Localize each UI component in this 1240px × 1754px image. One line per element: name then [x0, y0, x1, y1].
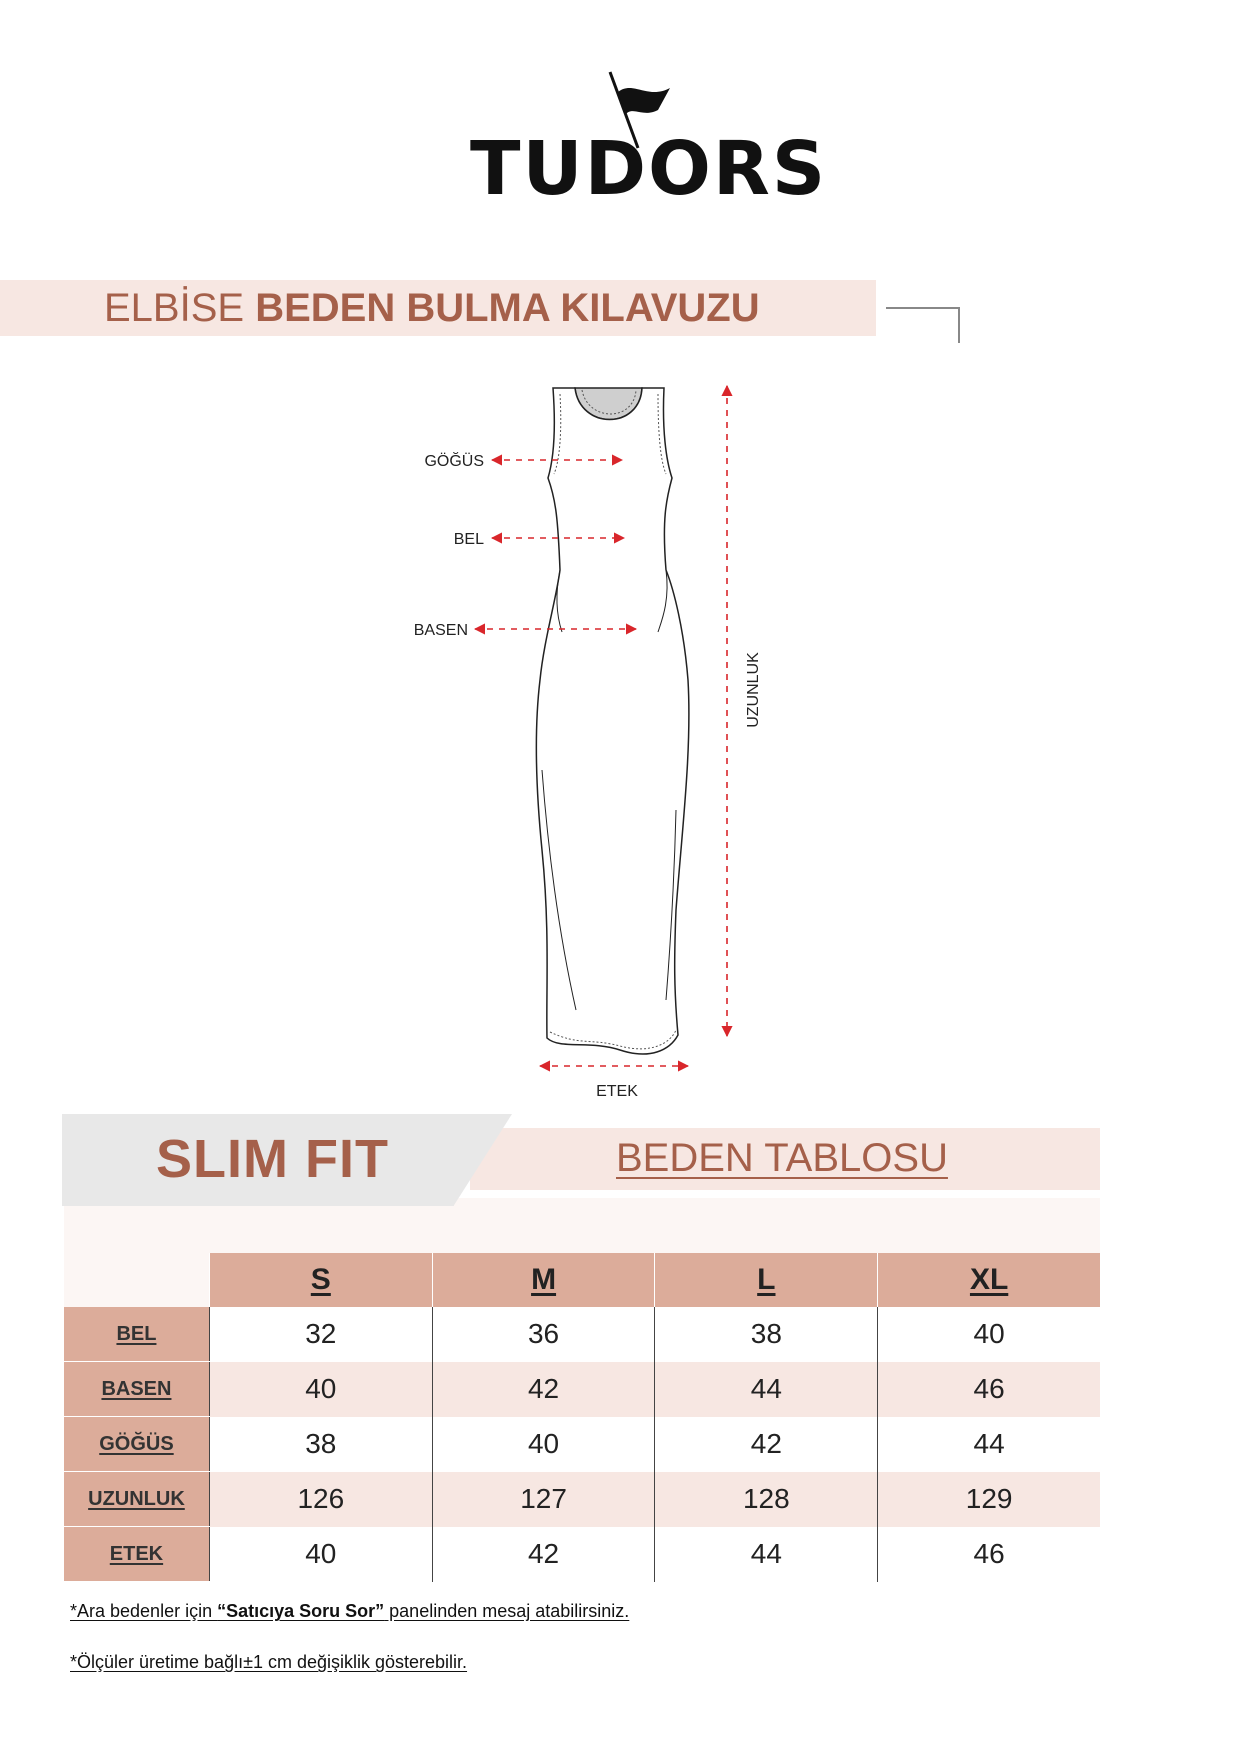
note1-pre: *Ara bedenler için	[70, 1601, 218, 1621]
title-bracket-decoration	[886, 307, 960, 343]
table-cell: 44	[655, 1362, 878, 1417]
table-cell: 44	[878, 1417, 1100, 1472]
hem-label: ETEK	[596, 1083, 638, 1100]
row-label: UZUNLUK	[64, 1472, 209, 1527]
hip-label: BASEN	[413, 622, 468, 639]
table-cell: 40	[432, 1417, 655, 1472]
row-label: ETEK	[64, 1527, 209, 1582]
table-cell: 44	[655, 1527, 878, 1582]
table-cell: 40	[209, 1527, 432, 1582]
table-cell: 38	[655, 1307, 878, 1362]
row-label: BEL	[64, 1307, 209, 1362]
note1-post: panelinden mesaj atabilirsiniz.	[384, 1601, 630, 1621]
table-row	[64, 1307, 1100, 1362]
title-light: ELBİSE	[104, 286, 245, 330]
length-label: UZUNLUK	[745, 652, 762, 728]
table-cell: 36	[432, 1307, 655, 1362]
chest-label: GÖĞÜS	[424, 453, 484, 470]
table-cell: 42	[655, 1417, 878, 1472]
table-cell: 127	[432, 1472, 655, 1527]
size-header: XL	[878, 1253, 1100, 1307]
table-row	[64, 1417, 1100, 1472]
page-title	[104, 285, 760, 331]
size-header: M	[432, 1253, 655, 1307]
size-header: L	[655, 1253, 878, 1307]
logo-text: TUDORS	[470, 126, 828, 212]
table-row	[64, 1527, 1100, 1582]
row-label: GÖĞÜS	[64, 1417, 209, 1472]
table-title: BEDEN TABLOSU	[616, 1136, 948, 1180]
table-cell: 46	[878, 1527, 1100, 1582]
garment-outline	[536, 388, 689, 1054]
table-cell: 40	[209, 1362, 432, 1417]
table-cell: 32	[209, 1307, 432, 1362]
table-cell: 126	[209, 1472, 432, 1527]
table-cell: 42	[432, 1362, 655, 1417]
brand-logo	[470, 70, 828, 212]
table-corner	[64, 1253, 209, 1307]
table-cell: 42	[432, 1527, 655, 1582]
row-label: BASEN	[64, 1362, 209, 1417]
title-bold: BEDEN BULMA KILAVUZU	[255, 286, 760, 330]
table-cell: 128	[655, 1472, 878, 1527]
table-cell: 46	[878, 1362, 1100, 1417]
note-tolerance: *Ölçüler üretime bağlı±1 cm değişiklik gösterebilir.	[70, 1652, 468, 1672]
table-cell: 40	[878, 1307, 1100, 1362]
table-header-row	[64, 1253, 1100, 1307]
dress-diagram	[413, 370, 790, 1110]
note1-bold: “Satıcıya Soru Sor”	[217, 1601, 385, 1621]
table-row	[64, 1472, 1100, 1527]
size-table	[64, 1253, 1100, 1582]
dress-illustration	[413, 370, 790, 1110]
fit-label: SLIM FIT	[156, 1129, 389, 1189]
waist-label: BEL	[453, 531, 484, 548]
note-intermediate-sizes	[70, 1601, 629, 1622]
table-cell: 129	[878, 1472, 1100, 1527]
table-row	[64, 1362, 1100, 1417]
table-cell: 38	[209, 1417, 432, 1472]
size-header: S	[209, 1253, 432, 1307]
